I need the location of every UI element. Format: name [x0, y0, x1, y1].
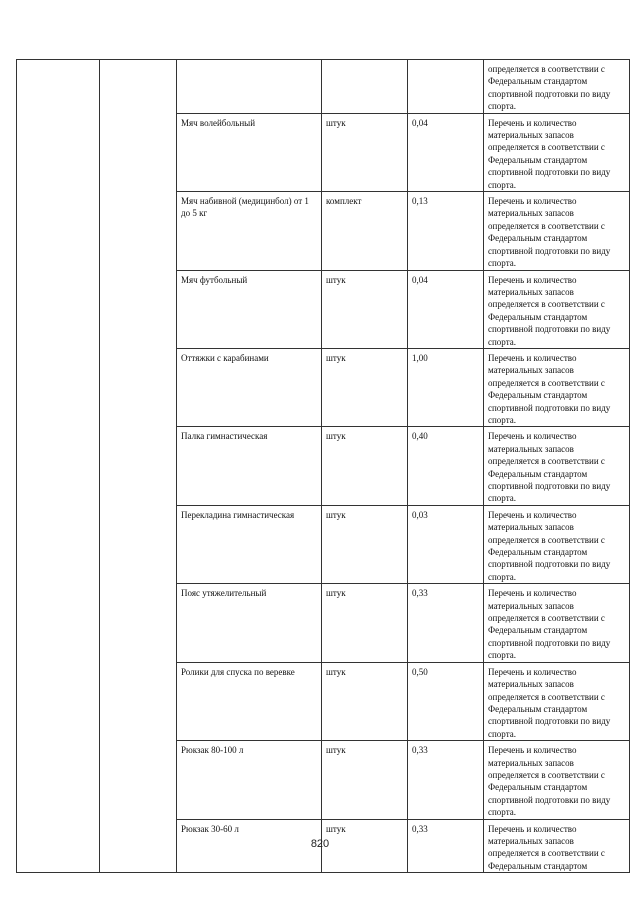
- table-row: [17, 60, 630, 114]
- item-name-cell: Ролики для спуска по веревке: [177, 662, 322, 740]
- item-name-cell: Пояс утяжелительный: [177, 584, 322, 662]
- item-name-cell: Перекладина гимнастическая: [177, 505, 322, 583]
- unit-cell: комплект: [322, 192, 408, 270]
- quantity-cell: [408, 60, 484, 114]
- quantity-cell: 0,04: [408, 113, 484, 191]
- item-name-cell: Мяч футбольный: [177, 270, 322, 348]
- quantity-cell: 0,40: [408, 427, 484, 505]
- item-name-cell: Мяч набивной (медицинбол) от 1 до 5 кг: [177, 192, 322, 270]
- merged-cell-col1: [17, 60, 100, 873]
- note-cell: Перечень и количество материальных запасов определяется в соответствии с Федеральным стандартом спортивной подготовки по виду спорта.: [484, 270, 630, 348]
- unit-cell: штук: [322, 348, 408, 426]
- item-name-cell: Мяч волейбольный: [177, 113, 322, 191]
- note-cell: Перечень и количество материальных запасов определяется в соответствии с Федеральным стандартом спортивной подготовки по виду спорта.: [484, 427, 630, 505]
- equipment-table: [16, 59, 630, 873]
- note-cell: Перечень и количество материальных запасов определяется в соответствии с Федеральным стандартом спортивной подготовки по виду спорта.: [484, 113, 630, 191]
- unit-cell: штук: [322, 662, 408, 740]
- note-cell: Перечень и количество материальных запасов определяется в соответствии с Федеральным стандартом спортивной подготовки по виду спорта.: [484, 505, 630, 583]
- merged-cell-col2: [100, 60, 177, 873]
- note-cell: Перечень и количество материальных запасов определяется в соответствии с Федеральным стандартом спортивной подготовки по виду спорта.: [484, 741, 630, 819]
- item-name-cell: Оттяжки с карабинами: [177, 348, 322, 426]
- quantity-cell: 1,00: [408, 348, 484, 426]
- note-cell: Перечень и количество материальных запасов определяется в соответствии с Федеральным стандартом спортивной подготовки по виду спорта.: [484, 584, 630, 662]
- item-name-cell: [177, 60, 322, 114]
- quantity-cell: 0,33: [408, 819, 484, 873]
- unit-cell: [322, 60, 408, 114]
- unit-cell: штук: [322, 819, 408, 873]
- note-cell: Перечень и количество материальных запасов определяется в соответствии с Федеральным стандартом спортивной подготовки по виду спорта.: [484, 662, 630, 740]
- unit-cell: штук: [322, 505, 408, 583]
- page-number: 820: [310, 838, 330, 850]
- item-name-cell: Палка гимнастическая: [177, 427, 322, 505]
- quantity-cell: 0,03: [408, 505, 484, 583]
- unit-cell: штук: [322, 741, 408, 819]
- unit-cell: штук: [322, 584, 408, 662]
- note-cell: Перечень и количество материальных запасов определяется в соответствии с Федеральным стандартом спортивной подготовки по виду спорта.: [484, 192, 630, 270]
- quantity-cell: 0,50: [408, 662, 484, 740]
- note-cell: определяется в соответствии с Федеральным стандартом спортивной подготовки по виду спорта.: [484, 60, 630, 114]
- quantity-cell: 0,33: [408, 741, 484, 819]
- note-cell: Перечень и количество материальных запасов определяется в соответствии с Федеральным стандартом: [484, 819, 630, 873]
- item-name-cell: Рюкзак 80-100 л: [177, 741, 322, 819]
- quantity-cell: 0,33: [408, 584, 484, 662]
- quantity-cell: 0,04: [408, 270, 484, 348]
- item-name-cell: Рюкзак 30-60 л: [177, 819, 322, 873]
- quantity-cell: 0,13: [408, 192, 484, 270]
- unit-cell: штук: [322, 113, 408, 191]
- unit-cell: штук: [322, 427, 408, 505]
- note-cell: Перечень и количество материальных запасов определяется в соответствии с Федеральным стандартом спортивной подготовки по виду спорта.: [484, 348, 630, 426]
- unit-cell: штук: [322, 270, 408, 348]
